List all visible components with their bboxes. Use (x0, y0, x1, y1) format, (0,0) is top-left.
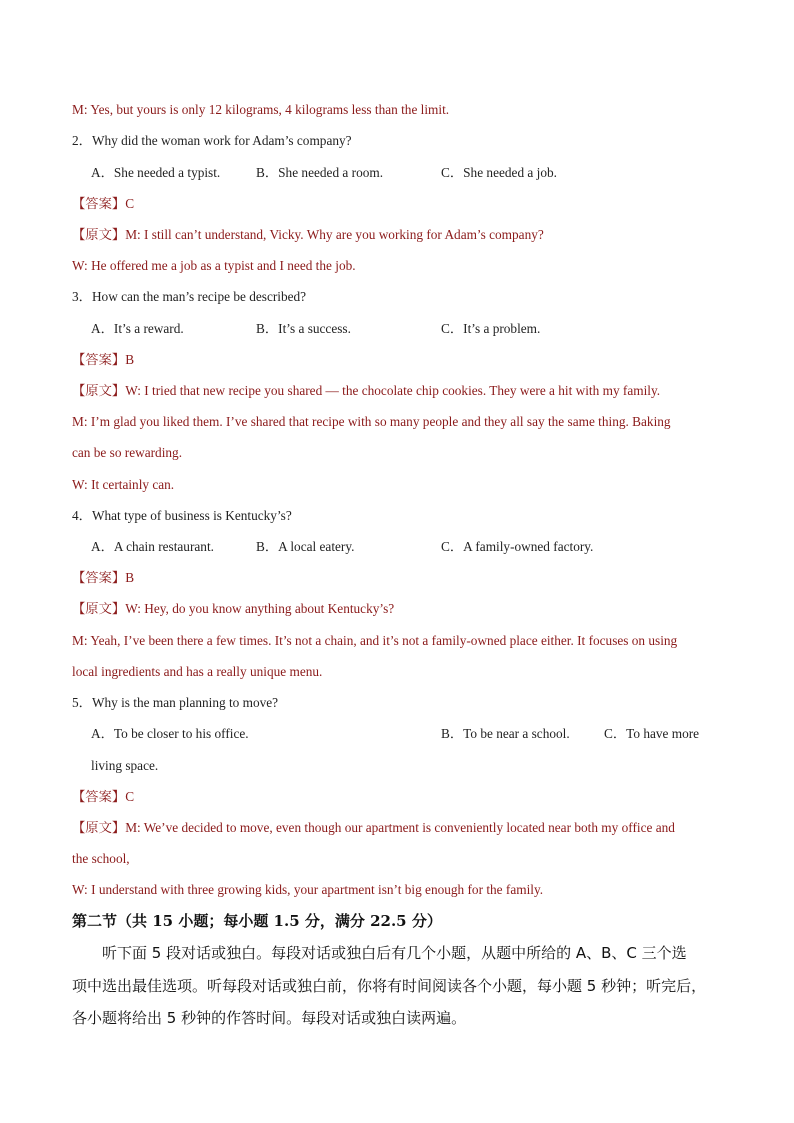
question-2-script-line-2: W: He offered me a job as a typist and I need the job. (72, 258, 356, 273)
question-2-option-b: B．She needed a room. (256, 165, 384, 180)
answer-value: C (125, 196, 135, 211)
question-2-stem: 2．Why did the woman work for Adam’s company? (72, 133, 352, 148)
question-3-script-line-2: M: I’m glad you liked them. I’ve shared that recipe with so many people and they all say the same thing. Baking (72, 414, 671, 429)
question-4-option-a: A．A chain restaurant. (91, 539, 214, 554)
answer-tag: 【答案】 (72, 789, 126, 804)
section-2-instructions-line-2: 项中选出最佳选项。听每段对话或独白前，你将有时间阅读各个小题，每小题 5 秒钟；听完后， (72, 977, 707, 995)
question-3-option-c: C．It’s a problem. (441, 321, 541, 336)
question-5-option-b: B．To be near a school. (441, 726, 570, 741)
answer-tag: 【答案】 (72, 196, 126, 211)
script-text: M: We’ve decided to move, even though our apartment is conveniently located near both my office and (125, 820, 675, 835)
question-5-script-line-3: W: I understand with three growing kids, your apartment isn’t big enough for the family. (72, 882, 544, 897)
question-3-answer (72, 351, 134, 369)
question-2-script-line-1 (72, 226, 544, 244)
section-2-instructions-line-3: 各小题将给出 5 秒钟的作答时间。每段对话或独白读两遍。 (72, 1009, 467, 1027)
section-2-heading: 第二节（共 15 小题；每小题 1.5 分，满分 22.5 分） (72, 912, 442, 930)
question-3-script-line-4: W: It certainly can. (72, 477, 175, 492)
question-3-script-line-1 (72, 382, 660, 400)
question-2-answer (72, 195, 134, 213)
question-3-option-b: B．It’s a success. (256, 321, 351, 336)
question-5-script-line-1 (72, 819, 675, 837)
question-4-script-line-1 (72, 600, 394, 618)
question-3-script-line-3: can be so rewarding. (72, 445, 183, 460)
script-tag: 【原文】 (72, 383, 126, 398)
question-2-option-c: C．She needed a job. (441, 165, 557, 180)
question-4-script-line-3: local ingredients and has a really unique menu. (72, 664, 323, 679)
question-4-script-line-2: M: Yeah, I’ve been there a few times. It’s not a chain, and it’s not a family-owned place either. It focuses on using (72, 633, 678, 648)
script-text: W: I tried that new recipe you shared — the chocolate chip cookies. They were a hit with my family. (125, 383, 661, 398)
question-5-option-c-continued: living space. (91, 758, 159, 773)
question-4-option-c: C．A family-owned factory. (441, 539, 594, 554)
q1-script-tail: M: Yes, but yours is only 12 kilograms, 4 kilograms less than the limit. (72, 102, 450, 117)
question-5-stem: 5．Why is the man planning to move? (72, 695, 279, 710)
answer-value: C (125, 789, 135, 804)
answer-tag: 【答案】 (72, 570, 126, 585)
answer-tag: 【答案】 (72, 352, 126, 367)
answer-value: B (125, 570, 135, 585)
question-5-option-a: A．To be closer to his office. (91, 726, 249, 741)
question-3-option-a: A．It’s a reward. (91, 321, 184, 336)
question-4-answer (72, 569, 134, 587)
question-5-script-line-2: the school, (72, 851, 130, 866)
answer-value: B (125, 352, 135, 367)
question-2-option-a: A．She needed a typist. (91, 165, 221, 180)
script-tag: 【原文】 (72, 227, 126, 242)
question-5-option-c: C．To have more (604, 726, 700, 741)
script-text: M: I still can’t understand, Vicky. Why are you working for Adam’s company? (125, 227, 544, 242)
script-tag: 【原文】 (72, 601, 126, 616)
question-4-stem: 4．What type of business is Kentucky’s? (72, 508, 292, 523)
question-4-option-b: B．A local eatery. (256, 539, 355, 554)
script-text: W: Hey, do you know anything about Kentucky’s? (125, 601, 395, 616)
section-2-instructions-line-1: 听下面 5 段对话或独白。每段对话或独白后有几个小题，从题中所给的 A、B、C 三个选 (102, 944, 687, 962)
question-3-stem: 3．How can the man’s recipe be described? (72, 289, 307, 304)
script-tag: 【原文】 (72, 820, 126, 835)
question-5-answer (72, 788, 134, 806)
